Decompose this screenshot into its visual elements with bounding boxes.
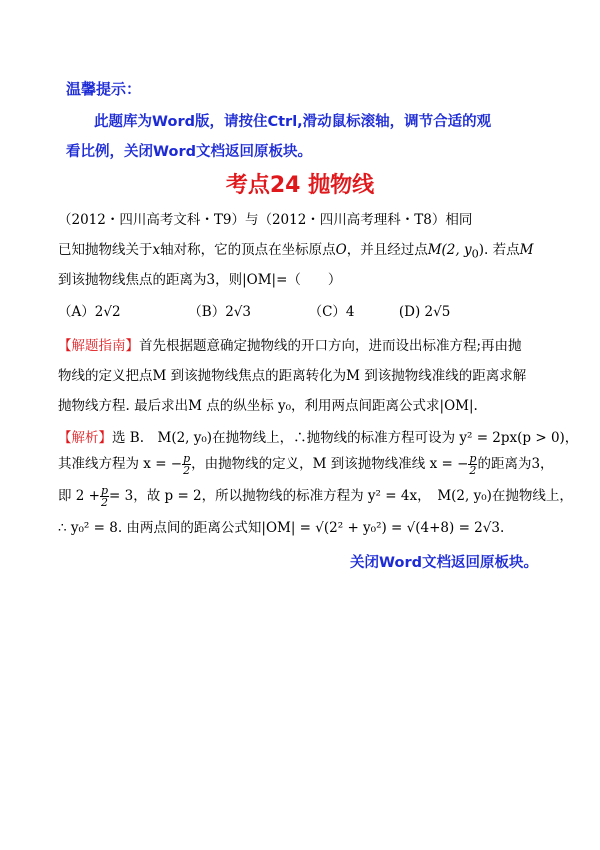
tip-title: 温馨提示： [66,80,142,98]
guide-label: 【解题指南】 [58,338,139,354]
tip-line-1: 此题库为Word版，请按住Ctrl,滑动鼠标滚轴，调节合适的观 [94,114,492,130]
tip-body [66,107,542,167]
analysis-label: 【解析】 [58,430,112,446]
option-a: （A）2√2 [58,304,121,320]
option-c: （C）4 [308,304,355,320]
guide-line-3: 抛物线方程. 最后求出M 点的纵坐标 y₀，利用两点间距离公式求|OM|. [58,398,478,414]
guide-line-2: 物线的定义把点M 到该抛物线焦点的距离转化为M 到该抛物线准线的距离求解 [58,368,527,384]
analysis-line-4: ∴ y₀² = 8. 由两点间的距离公式知|OM| = √(2² + y₀²) = √(4+8) = 2√3. [58,520,505,536]
close-word-link[interactable]: 关闭Word文档返回原板块。 [350,555,538,571]
fraction-p-over-2: $\frac{p}{2}$ [100,484,109,509]
analysis-line-2: 其准线方程为 x = − $\frac{p}{2}$ ，由抛物线的定义，M 到该抛物线准线 x = − $\frac{p}{2}$ 的距离为3， [58,452,554,477]
question-line-1: 已知抛物线关于x轴对称，它的顶点在坐标原点O，并且经过点M(2, $y_0$). 若点M [58,242,534,261]
fraction-p-over-2: $\frac{p}{2}$ [183,452,191,477]
analysis-line-3: 即 2 + $\frac{p}{2}$ = 3，故 p = 2，所以抛物线的标准方程为 y² = 4x， M(2, y₀)在抛物线上， [58,484,573,509]
option-d: (D) 2√5 [398,304,451,320]
fraction-p-over-2: $\frac{p}{2}$ [469,452,477,477]
question-line-2: 到该抛物线焦点的距离为3，则|OM|=（ ） [58,272,342,288]
analysis-line-1: 【解析】选 B. M(2, y₀)在抛物线上，∴抛物线的标准方程可设为 y² = 2px(p > 0)， [58,430,579,446]
document-title: 考点24 抛物线 [225,173,375,198]
option-b: （B）2√3 [188,304,251,320]
options-row [58,300,450,320]
tip-line-2: 看比例，关闭Word文档返回原板块。 [66,144,312,160]
guide-line-1: 【解题指南】首先根据题意确定抛物线的开口方向，进而设出标准方程;再由抛 [58,338,522,354]
source-line: （2012・四川高考文科・T9）与（2012・四川高考理科・T8）相同 [58,212,473,228]
